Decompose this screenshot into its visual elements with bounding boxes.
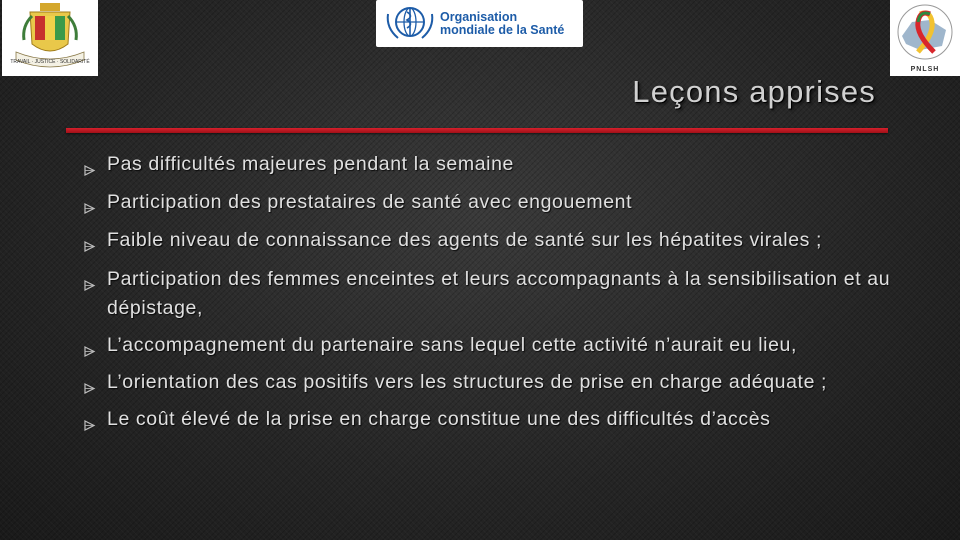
coat-of-arms-motto: TRAVAIL · JUSTICE · SOLIDARITÉ [10,59,90,65]
coat-of-arms-icon [2,0,98,76]
arrow-bullet-icon [83,233,96,262]
list-item: Participation des femmes enceintes et leurs accompagnants à la sensibilisation et au dépistage, [80,265,900,323]
arrow-bullet-icon [83,338,96,367]
slide-title: Leçons apprises [632,74,876,109]
list-item: Faible niveau de connaissance des agents de santé sur les hépatites virales ; [80,226,900,255]
list-item: Pas difficultés majeures pendant la semaine [80,150,900,179]
list-item: Participation des prestataires de santé avec engouement [80,188,900,217]
who-name: Organisation mondiale de la Santé [440,10,565,37]
hepatitis-ribbon-icon [890,0,960,66]
pnlsh-label: PNLSH [910,66,940,73]
arrow-bullet-icon [83,272,96,301]
list-item: L’accompagnement du partenaire sans lequel cette activité n’aurait eu lieu, [80,331,900,360]
who-emblem-icon [380,0,440,47]
arrow-bullet-icon [83,412,96,441]
who-logo [376,0,583,47]
title-underline-bar [66,128,888,133]
list-item: L’orientation des cas positifs vers les structures de prise en charge adéquate ; [80,368,900,397]
arrow-bullet-icon [83,195,96,224]
guinea-coat-of-arms-logo [2,0,98,76]
list-item: Le coût élevé de la prise en charge constitue une des difficultés d’accès [80,405,900,434]
pnlsh-logo [890,0,960,76]
arrow-bullet-icon [83,157,96,186]
arrow-bullet-icon [83,375,96,404]
bullet-list [80,150,900,434]
